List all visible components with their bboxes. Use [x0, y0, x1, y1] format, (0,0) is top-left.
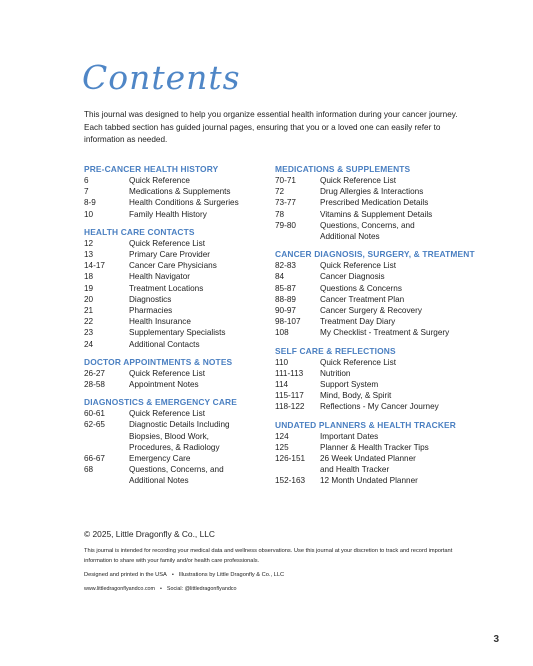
- entry-page-range: 6: [84, 176, 89, 185]
- entry-label: Planner & Health Tracker Tips: [320, 442, 429, 452]
- toc-entry: [84, 209, 270, 220]
- illustrations-credit: Illustrations by Little Dragonfly & Co., LLC: [178, 572, 285, 578]
- toc-entry: [84, 316, 270, 327]
- entry-label: Quick Reference List: [129, 368, 205, 378]
- entry-page-range: 73-77: [275, 198, 296, 208]
- entry-label: Diagnostics: [129, 294, 172, 304]
- toc-entry: [84, 186, 270, 197]
- entry-page-range: 79-80: [275, 220, 296, 230]
- section-heading: DIAGNOSTICS & EMERGENCY CARE: [84, 397, 237, 408]
- section-heading: HEALTH CARE CONTACTS: [84, 226, 195, 237]
- toc-entry: [84, 464, 270, 486]
- entry-page-range: 8-9: [84, 198, 96, 208]
- toc-section: [275, 249, 475, 338]
- intro-paragraph: This journal was designed to help you organize essential health information during your cancer journey. Each tabbed section has guided journal pages, ensuring that you or a loved one can easily refer to information as needed.: [84, 110, 458, 144]
- entry-page-range: 12: [84, 238, 94, 248]
- entry-label: Prescribed Medication Details: [320, 198, 429, 208]
- entry-page-range: 22: [84, 317, 94, 327]
- entry-page-range: 111-113: [275, 368, 304, 378]
- entry-label: Quick Reference: [129, 176, 190, 185]
- entry-page-range: 72: [275, 187, 285, 197]
- entry-label: Quick Reference List: [129, 409, 205, 419]
- entry-page-range: 23: [84, 328, 94, 338]
- entry-page-range: 13: [84, 250, 94, 260]
- entry-page-range: 21: [84, 306, 94, 316]
- entry-label: Quick Reference List: [320, 357, 396, 367]
- entry-label: Mind, Body, & Spirit: [320, 391, 392, 401]
- entry-label: Nutrition: [320, 368, 351, 378]
- entry-label: Primary Care Provider: [129, 250, 210, 260]
- toc-entry: [275, 379, 470, 390]
- entry-label: Questions & Concerns: [320, 283, 402, 293]
- entry-label: Health Insurance: [129, 317, 191, 327]
- entry-page-range: 24: [84, 339, 94, 349]
- toc-entry: [275, 260, 470, 271]
- toc-section: [275, 164, 470, 242]
- entry-page-range: 26-27: [84, 368, 105, 378]
- toc-entry: [275, 305, 470, 316]
- toc-entry: [275, 197, 470, 208]
- toc-entry: [275, 209, 470, 220]
- entry-page-range: 62-65: [84, 420, 105, 430]
- entry-label: Questions, Concerns, and Additional Notes: [320, 220, 415, 242]
- section-heading: UNDATED PLANNERS & HEALTH TRACKER: [275, 419, 456, 430]
- website-text: www.littledragonflyandco.com: [84, 586, 156, 592]
- entry-label: Quick Reference List: [320, 176, 396, 185]
- entry-page-range: 110: [275, 357, 289, 367]
- page-title: Contents: [82, 58, 241, 97]
- toc-entry: [84, 249, 270, 260]
- disclaimer-note: This journal is intended for recording your medical data and wellness observations. Use this journal at your discretion to track and record important information to share with your family and/or health care professionals.: [84, 548, 453, 564]
- page-number: 3: [493, 634, 499, 645]
- entry-label: Support System: [320, 380, 379, 390]
- entry-page-range: 84: [275, 272, 285, 282]
- toc-entry: [84, 197, 270, 208]
- entry-page-range: 70-71: [275, 176, 296, 185]
- entry-label: My Checklist - Treatment & Surgery: [320, 328, 450, 338]
- contents-left-column: [84, 164, 270, 494]
- entry-page-range: 108: [275, 328, 289, 338]
- entry-label: Drug Allergies & Interactions: [320, 187, 424, 197]
- entry-page-range: 20: [84, 294, 94, 304]
- entry-label: Treatment Day Diary: [320, 317, 396, 327]
- toc-entry: [84, 339, 270, 350]
- toc-entry: [84, 408, 270, 419]
- toc-section: [84, 164, 270, 220]
- toc-entry: [84, 453, 270, 464]
- entry-label: Pharmacies: [129, 306, 173, 316]
- section-heading: CANCER DIAGNOSIS, SURGERY, & TREATMENT: [275, 249, 475, 260]
- entry-page-range: 114: [275, 380, 289, 390]
- toc-entry: [84, 260, 270, 271]
- footer: [84, 529, 464, 594]
- toc-entry: [275, 431, 470, 442]
- entry-label: Cancer Diagnosis: [320, 272, 385, 282]
- entry-page-range: 82-83: [275, 261, 296, 271]
- entry-label: Family Health History: [129, 209, 207, 219]
- entry-page-range: 18: [84, 272, 94, 282]
- toc-entry: [84, 175, 270, 186]
- entry-label: Important Dates: [320, 431, 379, 441]
- toc-section: [84, 357, 270, 390]
- section-heading: DOCTOR APPOINTMENTS & NOTES: [84, 356, 233, 367]
- entry-label: Quick Reference List: [129, 238, 205, 248]
- contents-right-column: [275, 164, 475, 494]
- toc-entry: [275, 475, 470, 486]
- entry-label: Appointment Notes: [129, 380, 199, 390]
- entry-page-range: 66-67: [84, 454, 105, 464]
- credits-line: [84, 570, 464, 580]
- entry-page-range: 68: [84, 465, 94, 475]
- entry-label: Treatment Locations: [129, 283, 204, 293]
- toc-entry: [275, 294, 470, 305]
- toc-entry: [84, 368, 270, 379]
- entry-page-range: 14-17: [84, 261, 105, 271]
- toc-entry: [275, 368, 470, 379]
- toc-entry: [84, 327, 270, 338]
- entry-page-range: 78: [275, 209, 285, 219]
- social-handle: Social: @littledragonflyandco: [166, 586, 237, 592]
- toc-entry: [275, 316, 470, 327]
- entry-page-range: 124: [275, 431, 289, 441]
- entry-page-range: 85-87: [275, 283, 296, 293]
- section-heading: PRE-CANCER HEALTH HISTORY: [84, 164, 219, 174]
- entry-page-range: 115-117: [275, 391, 304, 401]
- toc-entry: [275, 357, 470, 368]
- entry-label: Emergency Care: [129, 454, 191, 464]
- toc-entry: [84, 271, 270, 282]
- designed-text: Designed and printed in the USA: [84, 572, 167, 578]
- section-heading: SELF CARE & REFLECTIONS: [275, 345, 396, 356]
- toc-entry: [84, 283, 270, 294]
- toc-entry: [275, 283, 470, 294]
- entry-label: 26 Week Undated Planner and Health Tracker: [320, 454, 416, 475]
- entry-label: Vitamins & Supplement Details: [320, 209, 433, 219]
- entry-page-range: 10: [84, 209, 94, 219]
- entry-page-range: 126-151: [275, 454, 306, 464]
- entry-page-range: 98-107: [275, 317, 301, 327]
- entry-page-range: 88-89: [275, 294, 296, 304]
- entry-page-range: 19: [84, 283, 94, 293]
- toc-entry: [275, 175, 470, 186]
- entry-label: Cancer Surgery & Recovery: [320, 306, 422, 316]
- section-heading: MEDICATIONS & SUPPLEMENTS: [275, 164, 411, 174]
- toc-entry: [84, 419, 270, 453]
- toc-entry: [84, 379, 270, 390]
- entry-label: Additional Contacts: [129, 339, 200, 349]
- entry-page-range: 60-61: [84, 409, 105, 419]
- toc-section: [275, 346, 470, 413]
- entry-label: Cancer Care Physicians: [129, 261, 217, 271]
- entry-page-range: 118-122: [275, 402, 305, 412]
- toc-entry: [275, 442, 470, 453]
- toc-entry: [84, 294, 270, 305]
- entry-label: Supplementary Specialists: [129, 328, 226, 338]
- toc-entry: [275, 390, 470, 401]
- entry-page-range: 90-97: [275, 306, 296, 316]
- contact-line: [84, 584, 464, 594]
- toc-section: [84, 397, 270, 486]
- entry-page-range: 28-58: [84, 380, 105, 390]
- entry-label: Medications & Supplements: [129, 187, 231, 197]
- entry-page-range: 7: [84, 187, 89, 197]
- entry-label: Cancer Treatment Plan: [320, 294, 405, 304]
- toc-entry: [275, 327, 470, 338]
- entry-label: Reflections - My Cancer Journey: [320, 402, 439, 412]
- entry-label: Questions, Concerns, and Additional Notes: [129, 465, 224, 486]
- entry-label: Quick Reference List: [320, 261, 396, 271]
- toc-entry: [275, 453, 470, 475]
- toc-entry: [275, 401, 470, 412]
- entry-page-range: 125: [275, 442, 289, 452]
- toc-entry: [84, 305, 270, 316]
- toc-entry: [275, 186, 470, 197]
- separator-dot: •: [160, 586, 162, 592]
- entry-page-range: 152-163: [275, 476, 306, 486]
- toc-section: [275, 420, 470, 487]
- separator-dot: •: [171, 572, 174, 578]
- toc-section: [84, 227, 270, 350]
- entry-label: Health Conditions & Surgeries: [129, 198, 239, 208]
- entry-label: 12 Month Undated Planner: [320, 476, 418, 486]
- toc-entry: [84, 238, 270, 249]
- entry-label: Health Navigator: [129, 272, 190, 282]
- entry-label: Diagnostic Details Including Biopsies, Blood Work, Procedures, & Radiology: [129, 420, 230, 452]
- toc-entry: [275, 220, 470, 242]
- toc-entry: [275, 271, 470, 282]
- copyright-line: © 2025, Little Dragonfly & Co., LLC: [84, 529, 215, 539]
